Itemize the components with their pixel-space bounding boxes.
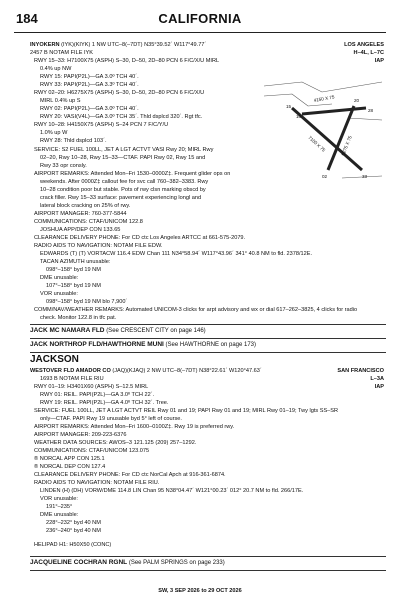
region-name: LOS ANGELES bbox=[344, 42, 384, 48]
weather-data: WEATHER DATA SOURCES: AWOS–3 121.125 (209) 257–1292. bbox=[34, 440, 197, 446]
airport-remarks: crack filler. Rwy 15–33 surface: pavement experiencing longl and bbox=[40, 195, 202, 201]
runway-line: RWY 15–33: H7100X75 (ASPH) S–30, D–50, 2D–80 PCN 6 F/C/X/U MIRL bbox=[34, 58, 220, 64]
airport-name: WESTOVER FLD AMADOR CO bbox=[30, 368, 111, 374]
diagram-label: 33 bbox=[362, 174, 368, 179]
airport-diagram bbox=[262, 78, 386, 184]
airport-remarks: lateral block cracking on 25% of rwy. bbox=[40, 203, 131, 209]
page-header bbox=[14, 10, 386, 33]
navaid-detail: VOR unusable: bbox=[40, 291, 78, 297]
communications: COMMUNICATIONS: CTAF/UNICOM 123.075 bbox=[34, 448, 150, 454]
communications: COMMUNICATIONS: CTAF/UNICOM 122.8 bbox=[34, 219, 143, 225]
clearance-delivery: CLEARANCE DELIVERY PHONE: For CD ctc Los Angeles ARTCC at 661-575-2079. bbox=[34, 235, 246, 241]
section-divider bbox=[30, 352, 386, 353]
dep-con-frequency: NORCAL DEP CON 127.4 bbox=[39, 464, 106, 470]
airport-id-line: (JAQ)(KJAQ) 2 NW UTC–8(–7DT) N38°22.61´ W120°47.63´ bbox=[112, 368, 262, 374]
service-line: 02–20, Rwy 10–28, Rwy 15–33—CTAF. PAPI Rwy 02, Rwy 15 and bbox=[40, 155, 206, 161]
reference-note: (See CRESCENT CITY on page 146) bbox=[106, 328, 206, 334]
section-divider bbox=[30, 570, 386, 571]
diagram-label: 02 bbox=[322, 174, 328, 179]
airport-name: INYOKERN bbox=[30, 42, 60, 48]
runway-end-detail: RWY 19: REIL. PAPI(P2L)—GA 4.0º TCH 32´. Tree. bbox=[40, 400, 169, 406]
reference-note: (See HAWTHORNE on page 173) bbox=[165, 342, 257, 348]
runway-detail: 1.0% up W bbox=[40, 130, 68, 136]
reference-note: (See PALM SPRINGS on page 233) bbox=[128, 560, 225, 566]
approach-symbol-icon: ® bbox=[34, 456, 39, 462]
diagram-label: 28 bbox=[368, 108, 374, 113]
inyokern-title-line bbox=[30, 42, 206, 50]
diagram-boundary-line bbox=[264, 82, 382, 92]
communications-detail bbox=[34, 464, 105, 472]
diagram-boundary-line bbox=[348, 118, 382, 120]
diagram-label: 4150 X 75 bbox=[313, 94, 335, 103]
runway-end-detail: RWY 20: VASI(V4L)—GA 3.0º TCH 35´. Thld dsplcd 320´. Rgt tfc. bbox=[40, 114, 203, 120]
service-line: Rwy 33 opr consly. bbox=[40, 163, 87, 169]
westover-title-line bbox=[30, 368, 262, 376]
runway-line: RWY 01–19: H3401X60 (ASPH) S–12.5 MIRL bbox=[34, 384, 149, 390]
diagram-label: 20 bbox=[354, 98, 360, 103]
navaid-detail: 228°–232° byd 40 NM bbox=[46, 520, 101, 526]
page-footer: SW, 3 SEP 2026 to 29 OCT 2026 bbox=[158, 588, 242, 594]
approach-symbol-icon: ® bbox=[34, 464, 39, 470]
iap-label: IAP bbox=[374, 384, 384, 390]
navaid-detail: DME unusable: bbox=[40, 275, 79, 281]
elevation-line: 2457 B NOTAM FILE IYK bbox=[30, 50, 94, 56]
diagram-label: 7100 X 75 bbox=[307, 135, 327, 153]
runway-line: RWY 02–20: H6275X75 (ASPH) S–30, D–50, 2D–80 PCN 6 F/C/X/U bbox=[34, 90, 205, 96]
runway-end-detail: RWY 28: Thld dsplcd 103´. bbox=[40, 138, 107, 144]
state-title: CALIFORNIA bbox=[158, 11, 242, 26]
diagram-label: 10 bbox=[296, 114, 302, 119]
runway-10-28 bbox=[302, 108, 366, 114]
helipad-line: HELIPAD H1: H50X50 (CONC) bbox=[34, 542, 112, 548]
city-heading: JACKSON bbox=[30, 354, 79, 365]
navaid-detail: 236°–240° byd 40 NM bbox=[46, 528, 101, 534]
airport-remarks: AIRPORT REMARKS: Attended Mon–Fri 1530–0000Z‡. Frequent glider ops on bbox=[34, 171, 231, 177]
airport-remarks: AIRPORT REMARKS: Attended Mon–Fri 1600–0100Z‡. Rwy 19 is preferred rwy. bbox=[34, 424, 235, 430]
chart-codes: H–4L, L–7C bbox=[353, 50, 384, 56]
chart-codes: L–3A bbox=[370, 376, 384, 382]
airport-remarks: 10–28 condition poor but stable. Pots of rwy clsn marking obscd by bbox=[40, 187, 206, 193]
service-line: SERVICE: FUEL 100LL, JET A LGT ACTVT REIL Rwy 01 and 19; PAPI Rwy 01 and 19; MIRL Rwy 01–19; Twy lgts SS–SR bbox=[34, 408, 339, 414]
radio-aids: RADIO AIDS TO NAVIGATION: NOTAM FILE RIU. bbox=[34, 480, 160, 486]
runway-end-detail: RWY 33: PAPI(P2L)—GA 3.3º TCH 40´. bbox=[40, 82, 139, 88]
section-divider bbox=[30, 324, 386, 325]
navaid-detail: 191°–235° bbox=[46, 504, 73, 510]
navaid-line: LINDEN (H) (DH) VORW/DME 114.8 LIN Chan 95 N38°04.47´ W121°00.23´ 012° 20.7 NM to fld. 266/17E. bbox=[40, 488, 304, 494]
reference-name: JACK MC NAMARA FLD bbox=[30, 327, 105, 334]
app-con-frequency: NORCAL APP CON 125.1 bbox=[39, 456, 105, 462]
section-divider bbox=[30, 556, 386, 557]
service-line: SERVICE: S2 FUEL 100LL, JET A LGT ACTVT VASI Rwy 20; MIRL Rwy bbox=[34, 147, 214, 153]
communications-detail: JOSHUA APP/DEP CON 133.65 bbox=[40, 227, 121, 233]
service-line: only—CTAF. PAPI Rwy 19 unusable byd 5° left of course. bbox=[40, 416, 182, 422]
diagram-label: 6275 X 75 bbox=[340, 135, 353, 157]
navaid-detail: VOR unusable: bbox=[40, 496, 78, 502]
comm-nav-remarks: COMM/NAV/WEATHER REMARKS: Automated UNICOM-3 clicks for arpt advisory and wx or dial 617–262–3825, 4 clicks for radio bbox=[34, 307, 358, 313]
airport-manager: AIRPORT MANAGER: 209-223-6376 bbox=[34, 432, 127, 438]
runway-detail: 0.4% up NW bbox=[40, 66, 72, 72]
region-name: SAN FRANCISCO bbox=[337, 368, 384, 374]
cross-reference bbox=[30, 559, 225, 566]
runway-detail: MIRL 0.4% up S bbox=[40, 98, 81, 104]
navaid-detail: TACAN AZIMUTH unusable: bbox=[40, 259, 111, 265]
navaid-detail: 107°–158° byd 19 NM bbox=[46, 283, 101, 289]
diagram-label: 15 bbox=[286, 104, 292, 109]
cross-reference bbox=[30, 327, 206, 334]
page-number: 184 bbox=[16, 11, 38, 26]
airport-id-line: (IYK)(KIYK) 1 NW UTC–8(–7DT) N35°39.52´ W117°49.77´ bbox=[61, 42, 207, 48]
reference-name: JACQUELINE COCHRAN RGNL bbox=[30, 559, 128, 566]
communications-detail bbox=[34, 456, 105, 464]
radio-aids: RADIO AIDS TO NAVIGATION: NOTAM FILE EDW. bbox=[34, 243, 163, 249]
navaid-line: EDWARDS (T) (T) VORTACW 116.4 EDW Chan 111 N34°58.94´ W117°43.96´ 341° 40.8 NM to fld. 2378/12E. bbox=[40, 251, 313, 257]
runway-line: RWY 10–28: H4150X75 (ASPH) S–24 PCN 7 F/C/Y/U bbox=[34, 122, 169, 128]
section-divider bbox=[30, 338, 386, 339]
navaid-detail: 098°–158° byd 19 NM bbox=[46, 267, 101, 273]
navaid-detail: 098°–158° byd 19 NM blo 7,900´ bbox=[46, 299, 128, 305]
runway-end-detail: RWY 01: REIL. PAPI(P2L)—GA 3.0º TCH 22´. bbox=[40, 392, 155, 398]
iap-label: IAP bbox=[374, 58, 384, 64]
cross-reference bbox=[30, 341, 256, 348]
navaid-detail: DME unusable: bbox=[40, 512, 79, 518]
runway-end-detail: RWY 15: PAPI(P2L)—GA 3.0º TCH 40´. bbox=[40, 74, 139, 80]
runway-end-detail: RWY 02: PAPI(P2L)—GA 3.0º TCH 40´. bbox=[40, 106, 139, 112]
airport-remarks: weekends. After 0000Z‡ callout fee for svc call 760–382–3383. Rwy bbox=[40, 179, 209, 185]
clearance-delivery: CLEARANCE DELIVERY PHONE: For CD ctc NorCal Apch at 916-361-6874. bbox=[34, 472, 226, 478]
airport-manager: AIRPORT MANAGER: 760-377-5844 bbox=[34, 211, 127, 217]
reference-name: JACK NORTHROP FLD/HAWTHORNE MUNI bbox=[30, 341, 164, 348]
comm-nav-remarks: check. Monitor 122.8 in tfc pat. bbox=[40, 315, 117, 321]
elevation-line: 1693 B NOTAM FILE RIU bbox=[40, 376, 104, 382]
